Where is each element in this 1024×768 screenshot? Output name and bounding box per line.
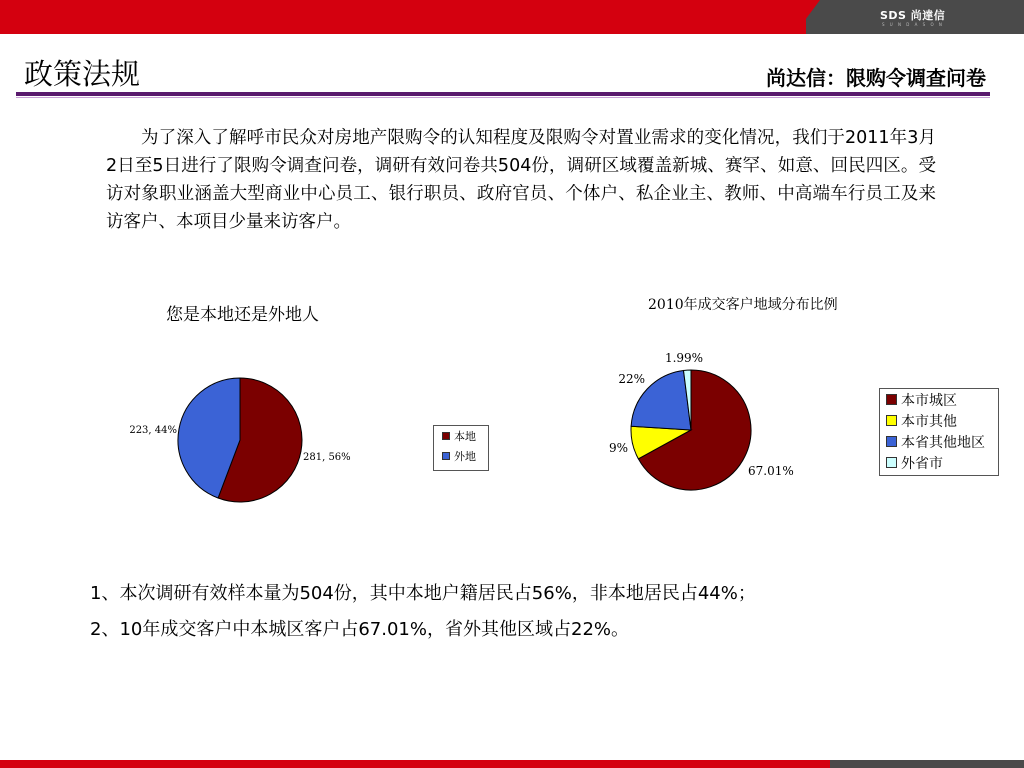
- chart2-data-label-3: 1.99%: [664, 351, 704, 365]
- legend-item: [434, 446, 488, 466]
- findings-list: [90, 576, 756, 648]
- legend-item: [880, 389, 998, 410]
- finding-item: 1、本次调研有效样本量为504份，其中本地户籍居民占56%，非本地居民占44%；: [90, 583, 756, 604]
- legend-label: 本省其他地区: [901, 434, 985, 451]
- chart1-data-label-0: 281, 56%: [303, 452, 351, 463]
- chart2-data-label-0: 67.01%: [748, 464, 794, 478]
- chart1-data-label-1: 223, 44%: [129, 425, 177, 436]
- legend-swatch-nonlocal: [442, 452, 450, 460]
- chart2-legend: [879, 388, 999, 476]
- legend-swatch-province-other: [886, 436, 897, 447]
- legend-label: 本市城区: [901, 392, 957, 409]
- intro-paragraph: 为了深入了解呼市民众对房地产限购令的认知程度及限购令对置业需求的变化情况，我们于2011年3月2日至5日进行了限购令调查问卷，调研有效问卷共504份，调研区域覆盖新城、赛罕、如意、回民四区。受访对象职业涵盖大型商业中心员工、银行职员、政府官员、个体户、私企业主、教师、中高端车行员工及来访客户、本项目少量来访客户。: [106, 128, 936, 232]
- bottom-grey-bar: [830, 760, 1024, 768]
- legend-label: 本地: [454, 430, 476, 443]
- legend-item: [880, 410, 998, 431]
- legend-item: [880, 431, 998, 452]
- chart2-title: 2010年成交客户地域分布比例: [648, 297, 838, 313]
- chart2-data-label-1: 9%: [608, 441, 628, 455]
- legend-label: 外省市: [901, 455, 943, 472]
- section-title: 尚达信：限购令调查问卷: [766, 66, 986, 90]
- chart1-title: 您是本地还是外地人: [166, 305, 319, 325]
- legend-swatch-out-of-province: [886, 457, 897, 468]
- company-logo: SDS 尚達信: [880, 9, 946, 22]
- legend-item: [880, 452, 998, 473]
- company-logo-subtext: S U N D A S O N: [882, 22, 944, 27]
- legend-swatch-city-other: [886, 415, 897, 426]
- chart2-data-label-2: 22%: [618, 372, 645, 386]
- finding-item: 2、10年成交客户中本城区客户占67.01%，省外其他区域占22%。: [90, 619, 629, 640]
- legend-item: [434, 426, 488, 446]
- bottom-red-bar: [0, 760, 830, 768]
- legend-label: 本市其他: [901, 413, 957, 430]
- page-title: 政策法规: [24, 57, 141, 91]
- legend-swatch-local: [442, 432, 450, 440]
- chart1-legend: [433, 425, 489, 471]
- legend-label: 外地: [454, 450, 476, 463]
- legend-swatch-city: [886, 394, 897, 405]
